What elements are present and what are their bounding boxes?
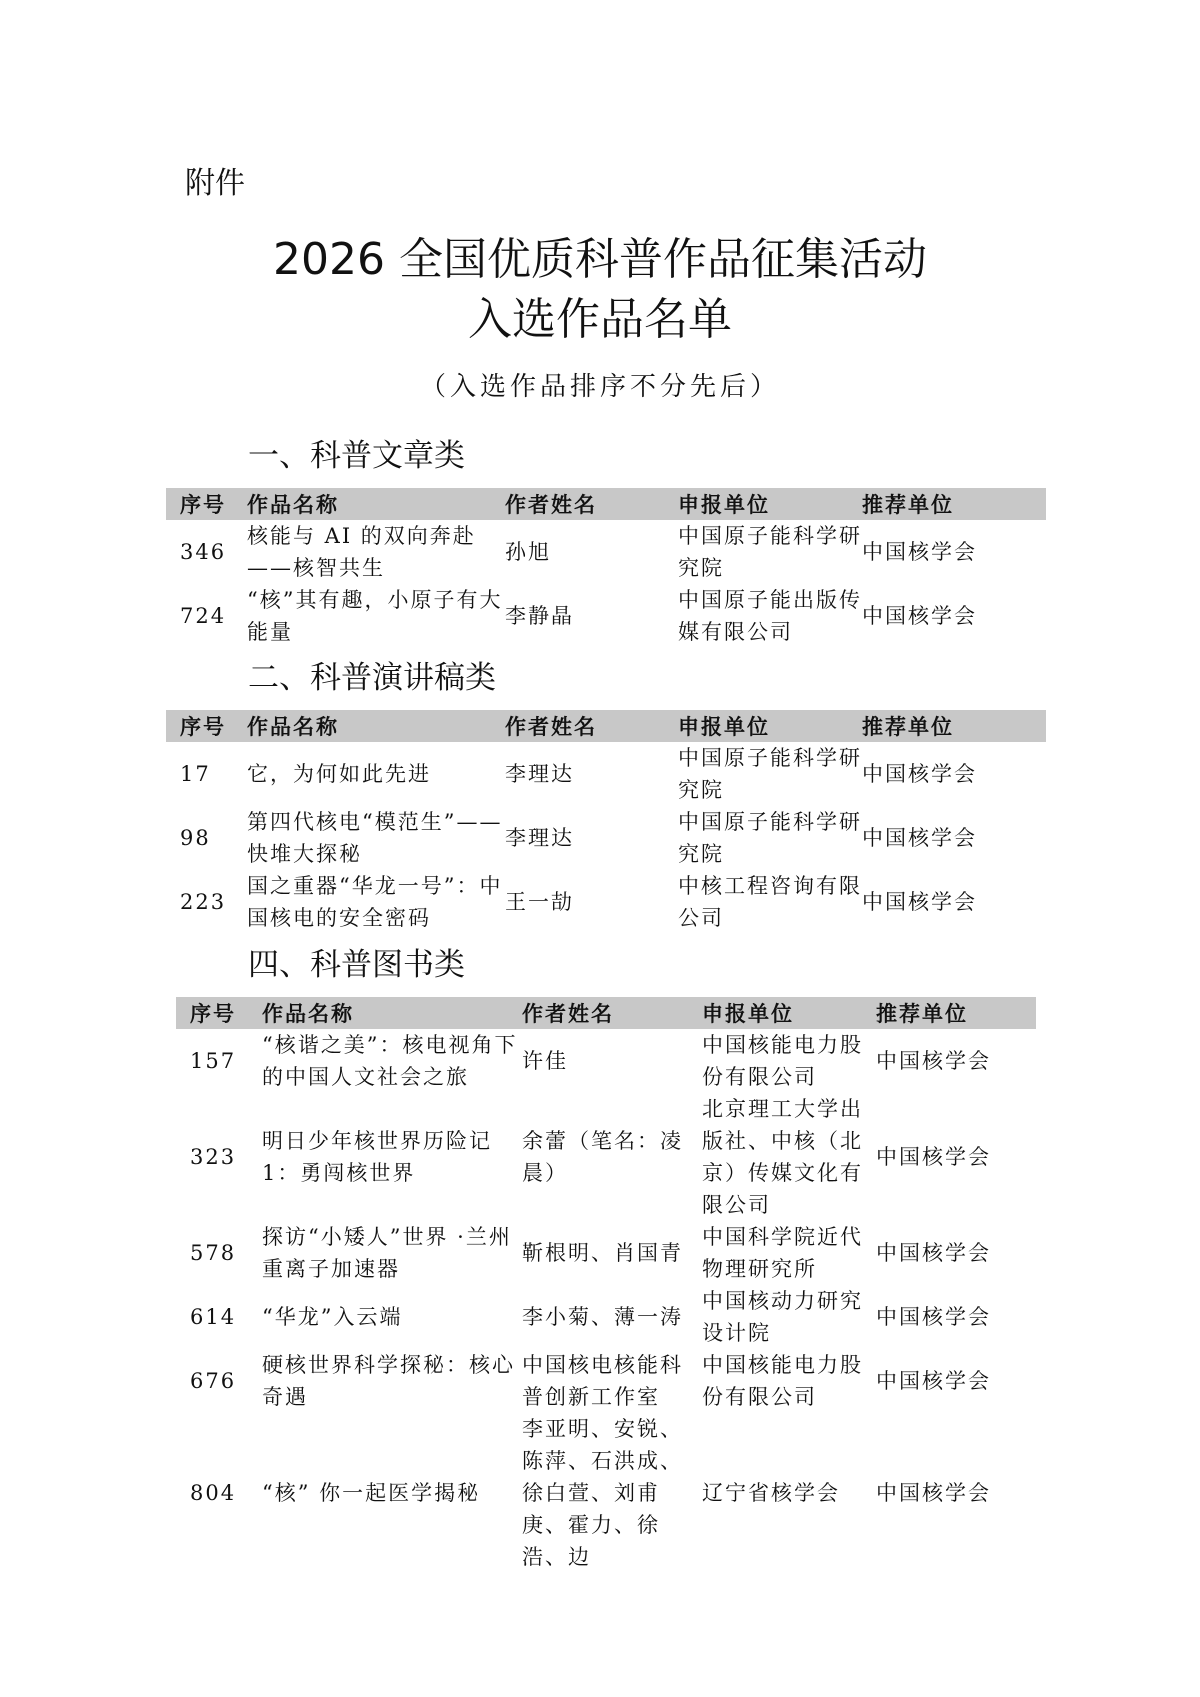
row-recommender: 中国核学会 <box>876 1369 991 1393</box>
section2-heading: 二、科普演讲稿类 <box>248 660 496 696</box>
row-recommender: 中国核学会 <box>876 1305 991 1329</box>
row-author: 许佳 <box>522 1049 568 1073</box>
table-row <box>176 1221 1036 1285</box>
row-recommender: 中国核学会 <box>862 540 977 564</box>
header-title: 作品名称 <box>262 997 522 1029</box>
row-unit: 中国核动力研究设计院 <box>702 1289 863 1345</box>
row-title: 硬核世界科学探秘：核心奇遇 <box>262 1353 515 1409</box>
row-title: “核”其有趣，小原子有大能量 <box>247 588 503 644</box>
row-author: 王一劼 <box>505 890 574 914</box>
row-title: 第四代核电“模范生”——快堆大探秘 <box>247 810 503 866</box>
header-unit: 申报单位 <box>678 488 862 520</box>
row-author: 余蕾（笔名：凌晨） <box>522 1129 683 1185</box>
table-row <box>166 806 1046 870</box>
row-recommender: 中国核学会 <box>876 1145 991 1169</box>
section4-table <box>176 997 1036 1573</box>
row-title: 它，为何如此先进 <box>247 762 431 786</box>
row-author: 李理达 <box>505 826 574 850</box>
row-recommender: 中国核学会 <box>862 762 977 786</box>
row-no: 614 <box>190 1305 237 1329</box>
section1-table <box>166 488 1046 648</box>
row-no: 223 <box>180 890 227 914</box>
row-author: 中国核电核能科普创新工作室 <box>522 1353 683 1409</box>
table-row <box>176 1413 1036 1573</box>
ordering-note: （入选作品排序不分先后） <box>419 372 780 402</box>
section4-heading: 四、科普图书类 <box>248 947 465 983</box>
row-title: “华龙”入云端 <box>262 1305 403 1329</box>
table-row <box>166 520 1046 584</box>
row-unit: 中国核能电力股份有限公司 <box>702 1353 863 1409</box>
row-title: 探访“小矮人”世界 ·兰州重离子加速器 <box>262 1225 512 1281</box>
table-header-row <box>166 710 1046 742</box>
row-recommender: 中国核学会 <box>862 890 977 914</box>
table-row <box>176 1029 1036 1093</box>
row-no: 17 <box>180 762 211 786</box>
row-no: 98 <box>180 826 211 850</box>
header-title: 作品名称 <box>247 710 505 742</box>
row-unit: 中核工程咨询有限公司 <box>678 874 862 930</box>
row-author: 孙旭 <box>505 540 551 564</box>
row-recommender: 中国核学会 <box>876 1481 991 1505</box>
row-recommender: 中国核学会 <box>876 1241 991 1265</box>
row-no: 346 <box>180 540 227 564</box>
row-title: 核能与 AI 的双向奔赴——核智共生 <box>247 524 476 580</box>
section2-table <box>166 710 1046 934</box>
row-title: 明日少年核世界历险记 1：勇闯核世界 <box>262 1129 492 1185</box>
table-row <box>176 1285 1036 1349</box>
row-unit: 北京理工大学出版社、中核（北京）传媒文化有限公司 <box>702 1097 863 1217</box>
row-title: 国之重器“华龙一号”：中国核电的安全密码 <box>247 874 503 930</box>
row-title: “核” 你一起医学揭秘 <box>262 1481 481 1505</box>
row-author: 李亚明、安锐、陈萍、石洪成、徐白萱、刘甫庚、霍力、徐浩、边 <box>522 1417 683 1569</box>
row-recommender: 中国核学会 <box>862 826 977 850</box>
document-title-line1: 2026 全国优质科普作品征集活动 <box>273 234 927 285</box>
header-author: 作者姓名 <box>505 710 678 742</box>
header-author: 作者姓名 <box>522 997 702 1029</box>
row-no: 804 <box>190 1481 237 1505</box>
table-row <box>166 870 1046 934</box>
row-recommender: 中国核学会 <box>862 604 977 628</box>
row-author: 靳根明、肖国青 <box>522 1241 683 1265</box>
row-unit: 中国原子能科学研究院 <box>678 810 862 866</box>
header-unit: 申报单位 <box>678 710 862 742</box>
row-author: 李小菊、薄一涛 <box>522 1305 683 1329</box>
row-unit: 中国原子能出版传媒有限公司 <box>678 588 862 644</box>
table-row <box>176 1093 1036 1221</box>
row-recommender: 中国核学会 <box>876 1049 991 1073</box>
row-unit: 中国科学院近代物理研究所 <box>702 1225 863 1281</box>
table-header-row <box>176 997 1036 1029</box>
header-no: 序号 <box>166 488 247 520</box>
row-no: 676 <box>190 1369 237 1393</box>
section1-heading: 一、科普文章类 <box>248 438 465 474</box>
row-no: 323 <box>190 1145 237 1169</box>
attachment-label: 附件 <box>185 166 245 201</box>
row-no: 724 <box>180 604 227 628</box>
header-unit: 申报单位 <box>702 997 876 1029</box>
table-row <box>166 584 1046 648</box>
row-unit: 中国核能电力股份有限公司 <box>702 1033 863 1089</box>
header-recommender: 推荐单位 <box>862 488 1046 520</box>
row-title: “核谐之美”：核电视角下的中国人文社会之旅 <box>262 1033 518 1089</box>
table-header-row <box>166 488 1046 520</box>
header-title: 作品名称 <box>247 488 505 520</box>
table-row <box>176 1349 1036 1413</box>
row-unit: 中国原子能科学研究院 <box>678 524 862 580</box>
row-unit: 中国原子能科学研究院 <box>678 746 862 802</box>
header-author: 作者姓名 <box>505 488 678 520</box>
row-no: 157 <box>190 1049 237 1073</box>
header-no: 序号 <box>166 710 247 742</box>
document-title-line2: 入选作品名单 <box>468 294 732 345</box>
header-recommender: 推荐单位 <box>876 997 1036 1029</box>
header-recommender: 推荐单位 <box>862 710 1046 742</box>
row-no: 578 <box>190 1241 237 1265</box>
row-author: 李静晶 <box>505 604 574 628</box>
table-row <box>166 742 1046 806</box>
row-author: 李理达 <box>505 762 574 786</box>
row-unit: 辽宁省核学会 <box>702 1481 840 1505</box>
header-no: 序号 <box>176 997 262 1029</box>
